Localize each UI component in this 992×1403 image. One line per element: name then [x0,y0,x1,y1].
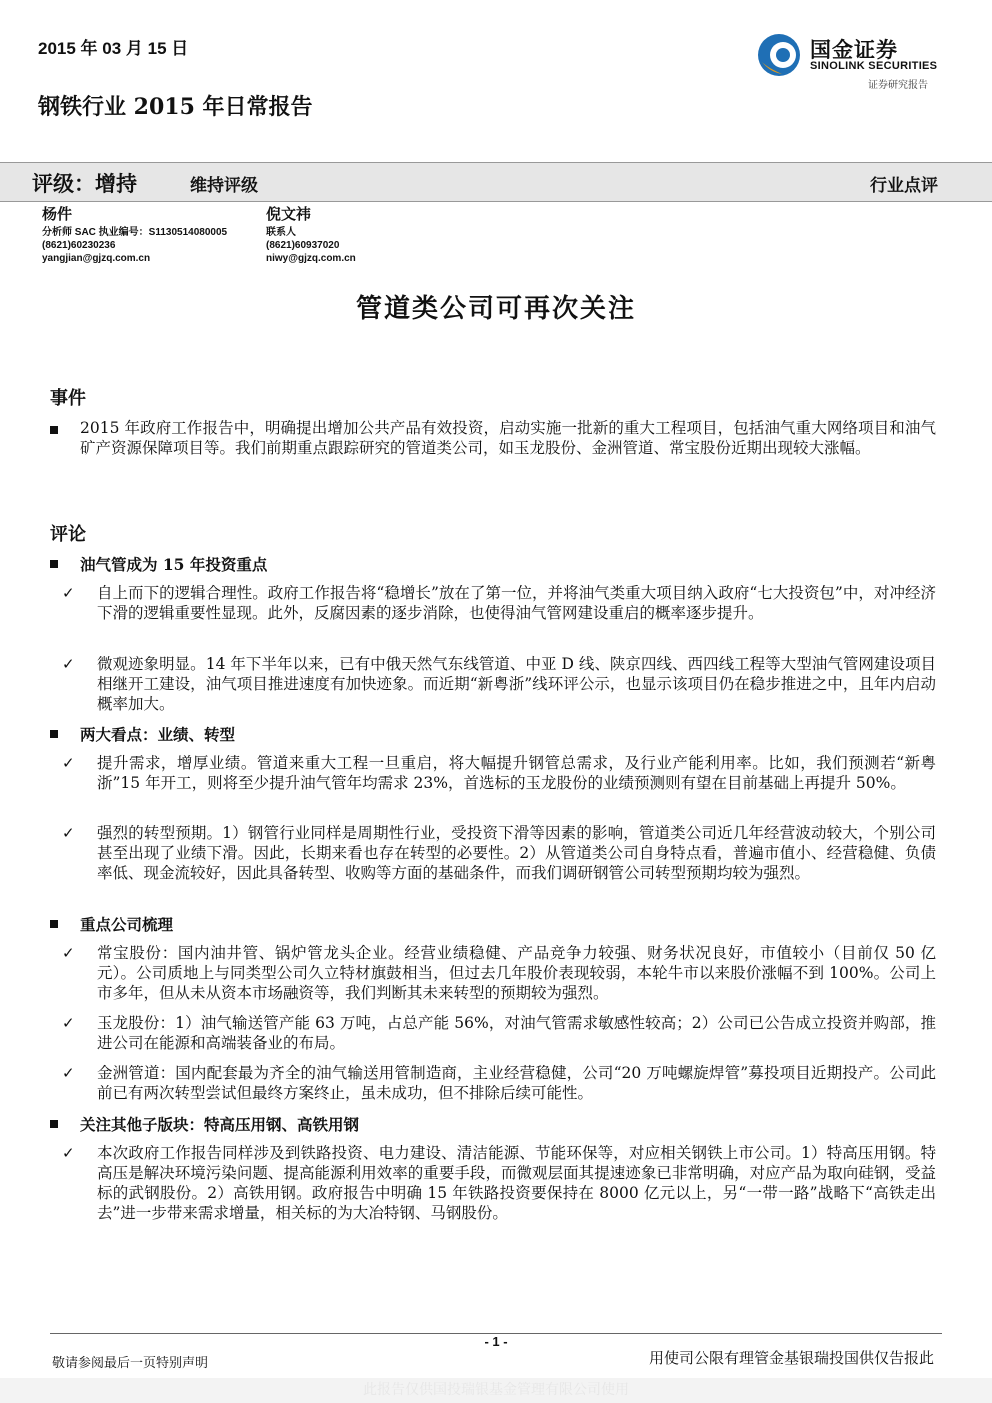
sinolink-logo-icon [756,32,802,78]
list-item: 提升需求，增厚业绩。管道来重大工程一旦重启，将大幅提升钢管总需求，及行业产能利用率。比如，我们预测若“新粤浙”15 年开工，则将至少提升油气管年均需求 23%，首选标的玉龙股份的业绩预测则有望在目前基础上再提升 50%。 [97,754,936,792]
checkmark-icon: ✓ [62,1014,75,1032]
analyst-name: 倪文祎 [266,205,312,223]
list-item: 金洲管道：国内配套最为齐全的油气输送用管制造商，主业经营稳健，公司“20 万吨螺旋焊管”募投项目近期投产。公司此前已有两次转型尝试但最终方案终止，虽未成功，但不排除后续可能性。 [97,1064,936,1102]
list-item: 自上而下的逻辑合理性。政府工作报告将“稳增长”放在了第一位，并将油气类重大项目纳入政府“七大投资包”中，对冲经济下滑的逻辑重要性显现。此外，反腐因素的逐步消除，也使得油气管网建设重启的概率逐步提升。 [97,584,936,622]
report-title: 钢铁行业 2015 年日常报告 [38,94,313,120]
rating-bar [0,162,992,202]
page-number: - 1 - [484,1334,508,1349]
logo-en-text: SINOLINK SECURITIES [810,60,938,72]
report-date: 2015 年 03 月 15 日 [38,39,189,58]
company-logo [756,30,946,90]
list-item: 本次政府工作报告同样涉及到铁路投资、电力建设、清洁能源、节能环保等，对应相关钢铁上市公司。1）特高压用钢。特高压是解决环境污染问题、提高能源利用效率的重要手段，而微观层面其提速迹象已非常明确，对应产品为取向硅钢，受益标的武钢股份。2）高铁用钢。政府报告中明确 15 年铁路投资要保持在 8000 亿元以上，另“一带一路”战略下“高铁走出去”进一步带来需求增量，相关标的为大冶特钢、马钢股份。 [97,1144,936,1222]
footer-usage-note: 用使司公限有理管金基银瑞投国供仅告报此 [648,1350,934,1367]
event-paragraph: 2015 年政府工作报告中，明确提出增加公共产品有效投资，启动实施一批新的重大工程项目，包括油气重大网络项目和油气矿产资源保障项目等。我们前期重点跟踪研究的管道类公司，如玉龙股份、金洲管道、常宝股份近期出现较大涨幅。 [80,419,936,457]
report-type: 行业点评 [870,176,938,196]
checkmark-icon: ✓ [62,824,75,842]
rating-maintain: 维持评级 [190,176,258,196]
bullet-square-icon [50,920,58,928]
checkmark-icon: ✓ [62,754,75,772]
rating-label: 评级：增持 [32,171,137,196]
subsection-title: 两大看点：业绩、转型 [80,725,236,744]
analyst-license: 联系人 [266,227,296,238]
section-heading-event: 事件 [50,388,86,409]
analyst-email[interactable]: niwy@gjzq.com.cn [266,253,356,264]
analyst-info [42,205,228,265]
bullet-square-icon [50,730,58,738]
list-item: 强烈的转型预期。1）钢管行业同样是周期性行业，受投资下滑等因素的影响，管道类公司近几年经营波动较大，个别公司甚至出现了业绩下滑。因此，长期来看也存在转型的必要性。2）从管道类公司自身特点看，普遍市值小、经营稳健、负债率低、现金流较好，因此具备转型、收购等方面的基础条件，而我们调研钢管公司转型预期均较为强烈。 [97,824,936,882]
checkmark-icon: ✓ [62,655,75,673]
subsection-title: 油气管成为 15 年投资重点 [80,555,268,574]
bullet-square-icon [50,560,58,568]
checkmark-icon: ✓ [62,944,75,962]
list-item: 常宝股份：国内油井管、锅炉管龙头企业。经营业绩稳健、产品竞争力较强、财务状况良好，市值较小（目前仅 50 亿元）。公司质地上与同类型公司久立特材旗鼓相当，但过去几年股价表现较弱，本轮牛市以来股价涨幅不到 100%。公司上市多年，但从未从资本市场融资等，我们判断其未来转型的预期较为强烈。 [97,944,936,1002]
analyst-phone: (8621)60230236 [42,240,116,251]
subsection-title: 关注其他子版块：特高压用钢、高铁用钢 [80,1115,360,1134]
bullet-square-icon [50,426,58,434]
checkmark-icon: ✓ [62,1064,75,1082]
footer-disclaimer: 敬请参阅最后一页特别声明 [52,1356,209,1371]
section-heading-review: 评论 [50,524,86,545]
checkmark-icon: ✓ [62,1144,75,1162]
main-title: 管道类公司可再次关注 [355,294,636,324]
checkmark-icon: ✓ [62,584,75,602]
logo-subtitle: 证券研究报告 [868,80,928,91]
analyst-license: 分析师 SAC 执业编号：S1130514080005 [42,227,228,238]
analyst-phone: (8621)60937020 [266,240,340,251]
list-item: 玉龙股份：1）油气输送管产能 63 万吨，占总产能 56%，对油气管需求敏感性较高；2）公司已公告成立投资并购部，推进公司在能源和高端装备业的布局。 [97,1014,936,1052]
analyst-name: 杨件 [42,205,73,223]
watermark: 此报告仅供国投瑞银基金管理有限公司使用 [0,1378,992,1403]
logo-cn-text: 国金证券 [810,39,898,62]
analyst-email[interactable]: yangjian@gjzq.com.cn [42,253,151,264]
analyst-info [266,205,356,265]
bullet-square-icon [50,1120,58,1128]
subsection-title: 重点公司梳理 [80,915,174,934]
list-item: 微观迹象明显。14 年下半年以来，已有中俄天然气东线管道、中亚 D 线、陕京四线、西四线工程等大型油气管网建设项目相继开工建设，油气项目推进速度有加快迹象。而近期“新粤浙”线环评公示，也显示该项目仍在稳步推进之中，且年内启动概率加大。 [97,655,936,713]
